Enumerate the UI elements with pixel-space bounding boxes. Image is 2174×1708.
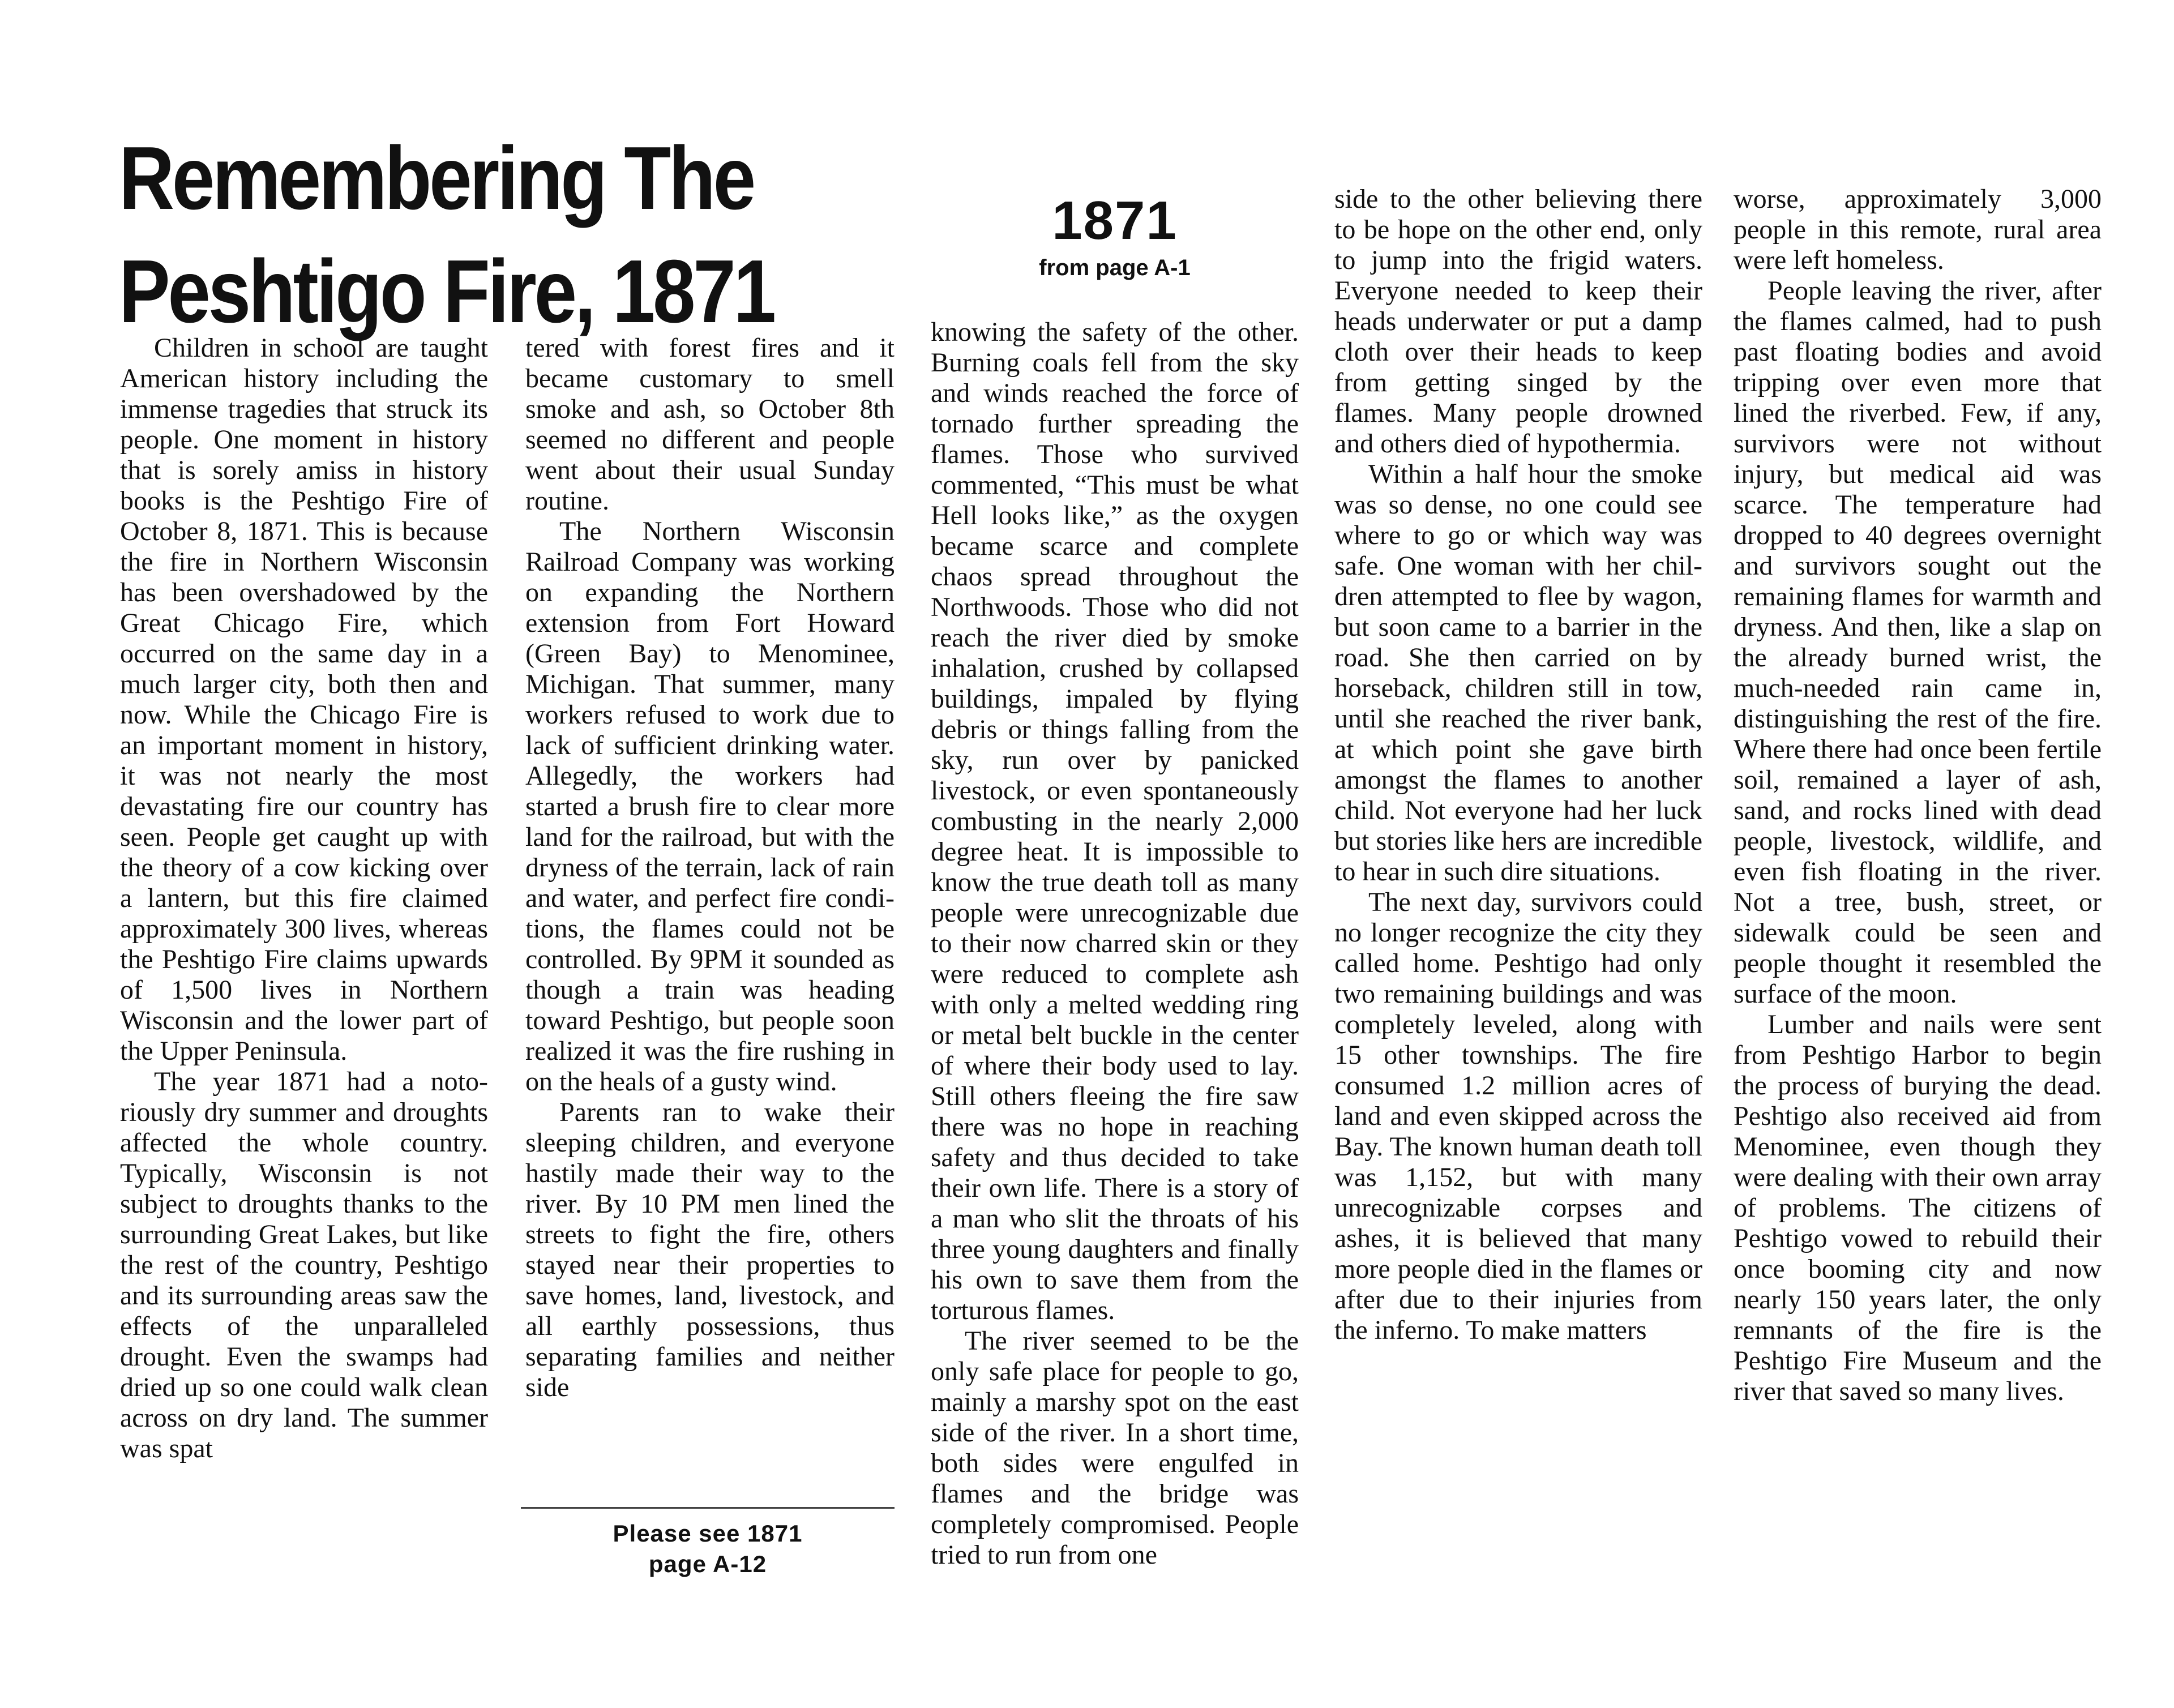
article-column-5	[1734, 184, 2102, 1407]
article-column-1	[120, 333, 488, 1464]
paragraph: People leaving the river, after the flames calmed, had to push past floating bodies and avoid tripping over even more that lined the riverbed. Few, if any, survivors were not without injury, but medical aid was scarce. The temperature had dropped to 40 degrees overnight and survivors sought out the remaining flames for warmth and dryness. And then, like a slap on the already burned wrist, the much-needed rain came in, distinguishing the rest of the fire. Where there had once been fertile soil, remained a layer of ash, sand, and rocks lined with dead people, livestock, wildlife, and even fish floating in the river. Not a tree, bush, street, or sidewalk could be seen and people thought it resembled the surface of the moon.	[1734, 276, 2102, 1009]
jump-line-1: Please see 1871	[613, 1520, 803, 1547]
jump-line-2: page A-12	[648, 1551, 767, 1577]
jump-year: 1871	[1052, 190, 1178, 251]
article-column-3	[931, 317, 1299, 1570]
paragraph: The river seemed to be the only safe place for people to go, mainly a marshy spot on the east side of the river. In a short time, both sides were engulfed in flames and the bridge was completely compromised. People tried to run from one	[931, 1326, 1299, 1570]
paragraph: The Northern Wisconsin Railroad Company was working on expanding the Northern extension from Fort Howard (Green Bay) to Menominee, Michigan. That summer, many workers refused to work due to lack of sufficient drinking water. Allegedly, the workers had started a brush fire to clear more land for the railroad, but with the dryness of the terrain, lack of rain and water, and perfect fire conditions, the flames could not be controlled. By 9PM it sounded as though a train was heading toward Peshtigo, but people soon realized it was the fire rushing in on the heals of a gusty wind.	[525, 516, 895, 1097]
headline	[119, 122, 774, 348]
continued-from-jump	[931, 192, 1299, 282]
jump-divider	[521, 1507, 895, 1509]
jump-from-page: from page A-1	[1039, 255, 1191, 280]
paragraph: worse, approximately 3,000 people in this remote, rural area were left homeless.	[1734, 184, 2102, 275]
paragraph: Lumber and nails were sent from Peshtigo Harbor to begin the process of burying the dead. Peshtigo also received aid from Menominee, even though they were dealing with their own array of problems. The citizens of Peshtigo vowed to rebuild their once booming city and now nearly 150 years later, the only remnants of the fire is the Peshtigo Fire Museum and the river that saved so many lives.	[1734, 1009, 2102, 1406]
paragraph: The year 1871 had a notoriously dry summer and droughts affected the whole country. Typically, Wisconsin is not subject to droughts thanks to the surrounding Great Lakes, but like the rest of the country, Peshtigo and its surrounding areas saw the effects of the unparalleled drought. Even the swamps had dried up so one could walk clean across on dry land. The summer was spat	[120, 1067, 488, 1463]
paragraph: tered with forest fires and it became customary to smell smoke and ash, so October 8th seemed no different and people went about their usual Sunday routine.	[525, 333, 895, 516]
headline-line-2: Peshtigo Fire, 1871	[119, 242, 774, 341]
continued-on-jump	[521, 1518, 895, 1579]
paragraph: Children in school are taught American history including the immense tragedies that struck its people. One moment in history that is sorely amiss in history books is the Peshtigo Fire of October 8, 1871. This is because the fire in Northern Wisconsin has been overshadowed by the Great Chicago Fire, which occurred on the same day in a much larger city, both then and now. While the Chicago Fire is an important moment in history, it was not nearly the most devastating fire our country has seen. People get caught up with the theory of a cow kicking over a lantern, but this fire claimed approximately 300 lives, whereas the Peshtigo Fire claims upwards of 1,500 lives in Northern Wisconsin and the lower part of the Upper Peninsula.	[120, 333, 488, 1066]
headline-line-1: Remembering The	[119, 129, 754, 228]
paragraph: knowing the safety of the other. Burning coals fell from the sky and winds reached the force of tornado further spreading the flames. Those who survived commented, “This must be what Hell looks like,” as the oxygen became scarce and complete chaos spread throughout the Northwoods. Those who did not reach the river died by smoke inhalation, crushed by collapsed buildings, impaled by flying debris or things falling from the sky, run over by panicked livestock, or even spontaneously combusting in the nearly 2,000 degree heat. It is impossible to know the true death toll as many people were unrecognizable due to their now charred skin or they were reduced to complete ash with only a melted wedding ring or metal belt buckle in the center of where their body used to lay. Still others fleeing the fire saw there was no hope in reaching safety and thus decided to take their own life. There is a story of a man who slit the throats of his three young daughters and finally his own to save them from the torturous flames.	[931, 317, 1299, 1325]
paragraph: The next day, survivors could no longer recognize the city they called home. Peshtigo had only two remaining buildings and was completely leveled, along with 15 other townships. The fire consumed 1.2 million acres of land and even skipped across the Bay. The known human death toll was 1,152, but with many unrecognizable corpses and ashes, it is believed that many more people died in the flames or after due to their injuries from the inferno. To make matters	[1334, 887, 1702, 1345]
paragraph: Parents ran to wake their sleeping children, and everyone hastily made their way to the river. By 10 PM men lined the streets to fight the fire, others stayed near their properties to save homes, land, livestock, and all earthly possessions, thus separating families and neither side	[525, 1097, 895, 1402]
paragraph: side to the other believing there to be hope on the other end, only to jump into the frigid waters. Everyone needed to keep their heads underwater or put a damp cloth over their heads to keep from getting singed by the flames. Many people drowned and others died of hypothermia.	[1334, 184, 1702, 459]
article-column-4	[1334, 184, 1702, 1346]
article-column-2	[525, 333, 895, 1403]
paragraph: Within a half hour the smoke was so dense, no one could see where to go or which way was safe. One woman with her children attempted to flee by wagon, but soon came to a barrier in the road. She then carried on by horseback, children still in tow, until she reached the river bank, at which point she gave birth amongst the flames to another child. Not everyone had her luck but stories like hers are incredible to hear in such dire situations.	[1334, 459, 1702, 887]
